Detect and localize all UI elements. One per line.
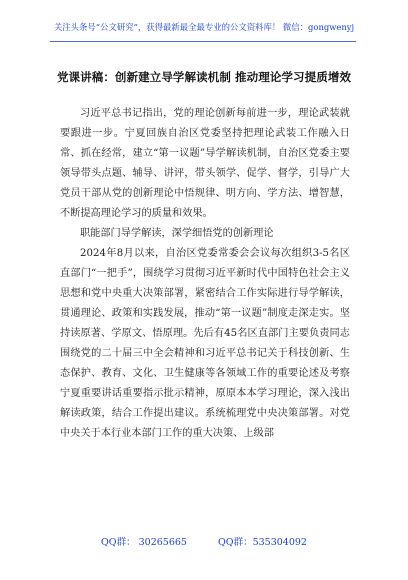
footer-contacts (0, 534, 408, 548)
section-heading: 职能部门导学解读，深学细悟党的创新理论 (80, 228, 274, 239)
banner-divider (50, 41, 356, 42)
footer-qq-group-2: QQ群：535304092 (218, 537, 307, 548)
paragraph-intro: 习近平总书记指出，党的理论创新每前进一步，理论武装就要跟进一步。宁夏回族自治区党委坚持把理论武装工作融入日常、抓在经常，建立“第一议题”导学解读机制，自治区党委主要领导带头点题、辅导、讲评，带头领学、促学、督学，引导广大党员干部从党的创新理论中悟规律、明方向、学方法、增智慧，不断提高理论学习的质量和效果。 (60, 108, 350, 219)
document-title: 党课讲稿：创新建立导学解读机制 推动理论学习提质增效 (56, 70, 352, 84)
paragraph-detail: 2024年8月以来，自治区党委常委会会议每次组织3-5名区直部门“一把手”，围绕学习贯彻习近平新时代中国特色社会主义思想和党中央重大决策部署，紧密结合工作实际进行导学解读，贯通理论、政策和实践发展，推动“第一议题”制度走深走实。坚持读原著、学原文、悟原理。先后有45名区直部门主要负责同志围绕党的二十届三中全会精神和习近平总书记关于科技创新、生态保护、教育、文化、卫生健康等各领域工作的重要论述及考察宁夏重要讲话重要指示批示精神，原原本本学习理论，深入浅出解读政策，结合工作提出建议。系统梳理党中央决策部署。对党中央关于本行业本部门工作的重大决策、上级部 (60, 248, 350, 439)
document-body (60, 104, 350, 444)
promo-banner: 关注头条号“公文研究”，获得最新最全最专业的公文资料库！ 微信：gongwenyj (53, 22, 355, 32)
footer-qq-group-1: QQ群： 30265665 (101, 537, 187, 548)
